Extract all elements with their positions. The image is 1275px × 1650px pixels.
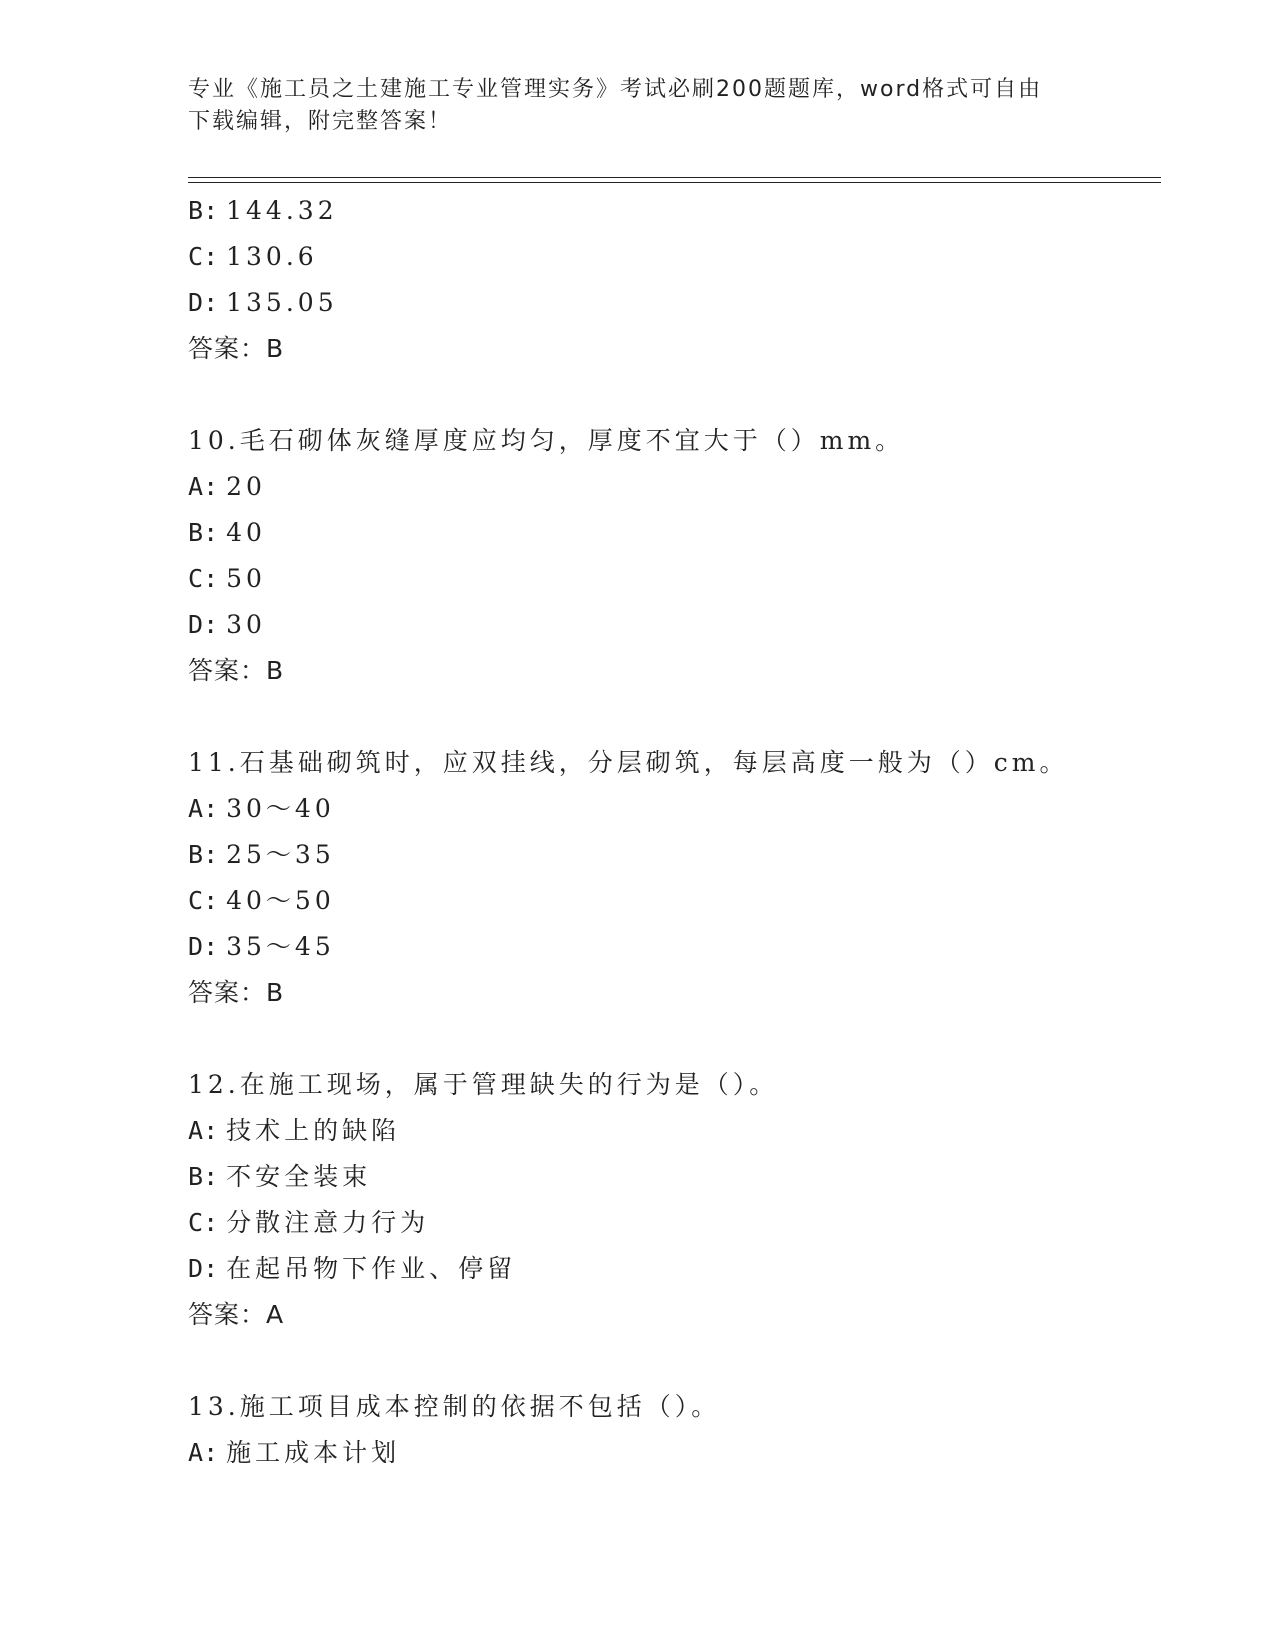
option-a: A: 施工成本计划 bbox=[188, 1438, 401, 1467]
option-text: 144.32 bbox=[226, 196, 338, 225]
question-block bbox=[188, 1384, 1148, 1476]
option-text: 25～35 bbox=[226, 840, 335, 869]
question-text: 13.施工项目成本控制的依据不包括（）。 bbox=[188, 1392, 721, 1421]
answer-line: 答案：B bbox=[188, 978, 285, 1007]
option-b: B: 不安全装束 bbox=[188, 1162, 372, 1191]
option-text: 20 bbox=[226, 472, 266, 501]
question-text: 12.在施工现场，属于管理缺失的行为是（）。 bbox=[188, 1070, 779, 1099]
question-block bbox=[188, 418, 1148, 694]
question-block bbox=[188, 188, 1148, 372]
option-c: C: 40～50 bbox=[188, 886, 335, 915]
option-c: C: 50 bbox=[188, 564, 266, 593]
header-divider-top bbox=[188, 177, 1161, 178]
option-text: 135.05 bbox=[226, 288, 338, 317]
header-title-line-1: 专业《施工员之土建施工专业管理实务》考试必刷200题题库，word格式可自由 bbox=[188, 77, 1043, 102]
option-a: A: 技术上的缺陷 bbox=[188, 1116, 401, 1145]
option-text: 施工成本计划 bbox=[226, 1438, 401, 1467]
option-text: 130.6 bbox=[226, 242, 318, 271]
option-d: D: 35～45 bbox=[188, 932, 335, 961]
option-c: C: 130.6 bbox=[188, 242, 318, 271]
option-text: 40 bbox=[226, 518, 266, 547]
answer-line: 答案：B bbox=[188, 334, 285, 363]
option-d: D: 135.05 bbox=[188, 288, 338, 317]
option-text: 分散注意力行为 bbox=[226, 1208, 430, 1237]
header-divider-bottom bbox=[188, 182, 1161, 183]
question-block bbox=[188, 740, 1148, 1016]
option-text: 35～45 bbox=[226, 932, 335, 961]
option-d: D: 在起吊物下作业、停留 bbox=[188, 1254, 517, 1283]
answer-line: 答案：B bbox=[188, 656, 285, 685]
option-b: B: 25～35 bbox=[188, 840, 335, 869]
option-text: 不安全装束 bbox=[226, 1162, 372, 1191]
option-a: A: 20 bbox=[188, 472, 266, 501]
option-text: 30 bbox=[226, 610, 266, 639]
option-b: B: 144.32 bbox=[188, 196, 338, 225]
option-text: 50 bbox=[226, 564, 266, 593]
option-text: 40～50 bbox=[226, 886, 335, 915]
question-text: 10.毛石砌体灰缝厚度应均匀，厚度不宜大于（）mm。 bbox=[188, 426, 905, 455]
option-c: C: 分散注意力行为 bbox=[188, 1208, 430, 1237]
option-text: 在起吊物下作业、停留 bbox=[226, 1254, 517, 1283]
question-block bbox=[188, 1062, 1148, 1338]
option-d: D: 30 bbox=[188, 610, 266, 639]
question-text: 11.石基础砌筑时，应双挂线，分层砌筑，每层高度一般为（）cm。 bbox=[188, 748, 1069, 777]
option-a: A: 30～40 bbox=[188, 794, 335, 823]
question-list bbox=[188, 188, 1148, 1476]
answer-line: 答案：A bbox=[188, 1300, 285, 1329]
option-b: B: 40 bbox=[188, 518, 266, 547]
option-text: 技术上的缺陷 bbox=[226, 1116, 401, 1145]
header-title-line-2: 下载编辑，附完整答案！ bbox=[188, 109, 453, 134]
option-text: 30～40 bbox=[226, 794, 335, 823]
document-header bbox=[188, 74, 1068, 138]
